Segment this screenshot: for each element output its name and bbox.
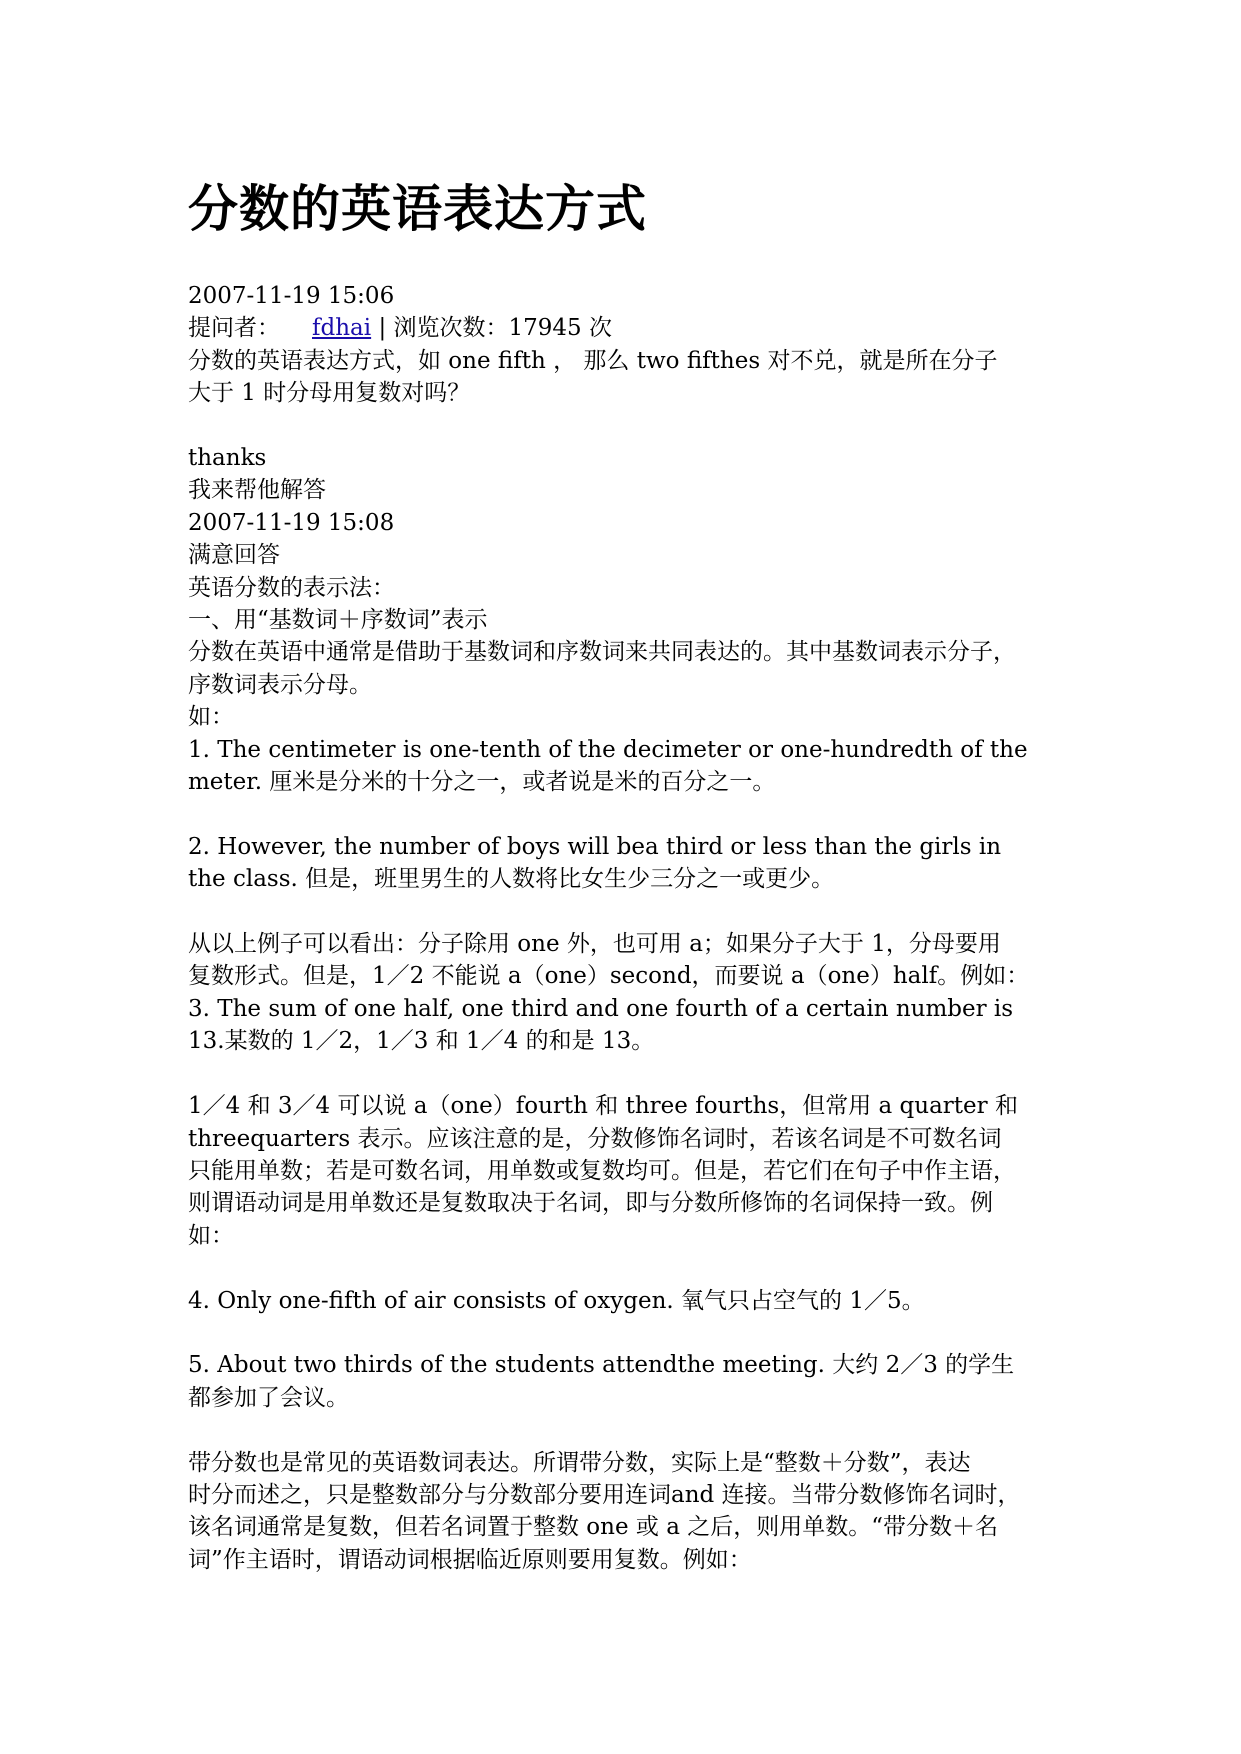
example-label: 如： bbox=[188, 704, 234, 731]
paragraph-line: 如： bbox=[188, 1222, 234, 1249]
paragraph-line: 时分而述之，只是整数部分与分数部分要用连词and 连接。当带分数修饰名词时， bbox=[188, 1481, 1021, 1508]
example-line: 5. About two thirds of the students attendthe meeting. 大约 2／3 的学生 bbox=[188, 1352, 1015, 1379]
spacer bbox=[188, 1252, 1078, 1284]
asker-label: 提问者： bbox=[188, 315, 280, 342]
example-line: meter. 厘米是分米的十分之一，或者说是米的百分之一。 bbox=[188, 769, 776, 796]
example-line: 2. However, the number of boys will bea third or less than the girls in bbox=[188, 833, 1002, 860]
example-line: 13.某数的 1／2，1／3 和 1／4 的和是 13。 bbox=[188, 1028, 655, 1055]
thanks-text: thanks bbox=[188, 445, 267, 472]
question-text-line: 大于 1 时分母用复数对吗？ bbox=[188, 380, 471, 407]
satisfied-answer-label: 满意回答 bbox=[188, 542, 280, 569]
paragraph-line: 序数词表示分母。 bbox=[188, 671, 372, 698]
section-subheading: 一、用“基数词＋序数词”表示 bbox=[188, 607, 488, 634]
paragraph-line: 分数在英语中通常是借助于基数词和序数词来共同表达的。其中基数词表示分子， bbox=[188, 639, 1016, 666]
question-meta bbox=[188, 312, 1078, 344]
page-title: 分数的英语表达方式 bbox=[188, 179, 647, 238]
document-page bbox=[188, 178, 1078, 1576]
paragraph-line: 词”作主语时，谓语动词根据临近原则要用复数。例如： bbox=[188, 1546, 752, 1573]
paragraph-line: 则谓语动词是用单数还是复数取决于名词，即与分数所修饰的名词保持一致。例 bbox=[188, 1190, 993, 1217]
paragraph-line: 带分数也是常见的英语数词表达。所谓带分数，实际上是“整数＋分数”，表达 bbox=[188, 1449, 971, 1476]
spacer bbox=[188, 1414, 1078, 1446]
spacer bbox=[188, 410, 1078, 442]
answer-date: 2007-11-19 15:08 bbox=[188, 509, 395, 536]
paragraph-line: 从以上例子可以看出：分子除用 one 外，也可用 a；如果分子大于 1，分母要用 bbox=[188, 931, 1001, 958]
spacer bbox=[188, 798, 1078, 830]
spacer bbox=[188, 896, 1078, 928]
example-line: 4. Only one-fifth of air consists of oxygen. 氧气只占空气的 1／5。 bbox=[188, 1287, 925, 1314]
paragraph-line: threequarters 表示。应该注意的是，分数修饰名词时，若该名词是不可数名词 bbox=[188, 1125, 1002, 1152]
example-line: 1. The centimeter is one-tenth of the decimeter or one-hundredth of the bbox=[188, 736, 1028, 763]
asker-link[interactable]: fdhai bbox=[312, 315, 372, 342]
paragraph-line: 只能用单数；若是可数名词，用单数或复数均可。但是，若它们在句子中作主语， bbox=[188, 1157, 1016, 1184]
example-line: 3. The sum of one half, one third and one fourth of a certain number is bbox=[188, 995, 1014, 1022]
help-answer-link[interactable]: 我来帮他解答 bbox=[188, 477, 326, 504]
paragraph-line: 该名词通常是复数，但若名词置于整数 one 或 a 之后，则用单数。“带分数＋名 bbox=[188, 1514, 998, 1541]
spacer bbox=[188, 1058, 1078, 1090]
question-text-line: 分数的英语表达方式，如 one fifth ， 那么 two fifthes 对不兑，就是所在分子 bbox=[188, 347, 998, 374]
question-date: 2007-11-19 15:06 bbox=[188, 283, 395, 309]
example-line: the class. 但是，班里男生的人数将比女生少三分之一或更少。 bbox=[188, 866, 835, 893]
section-heading: 英语分数的表示法： bbox=[188, 574, 395, 601]
spacer bbox=[188, 1317, 1078, 1349]
example-line: 都参加了会议。 bbox=[188, 1384, 349, 1411]
paragraph-line: 复数形式。但是，1／2 不能说 a（one）second，而要说 a（one）half。例如： bbox=[188, 963, 1030, 990]
paragraph-line: 1／4 和 3／4 可以说 a（one）fourth 和 three fourths，但常用 a quarter 和 bbox=[188, 1093, 1018, 1120]
views-count: | 浏览次数：17945 次 bbox=[378, 315, 612, 342]
